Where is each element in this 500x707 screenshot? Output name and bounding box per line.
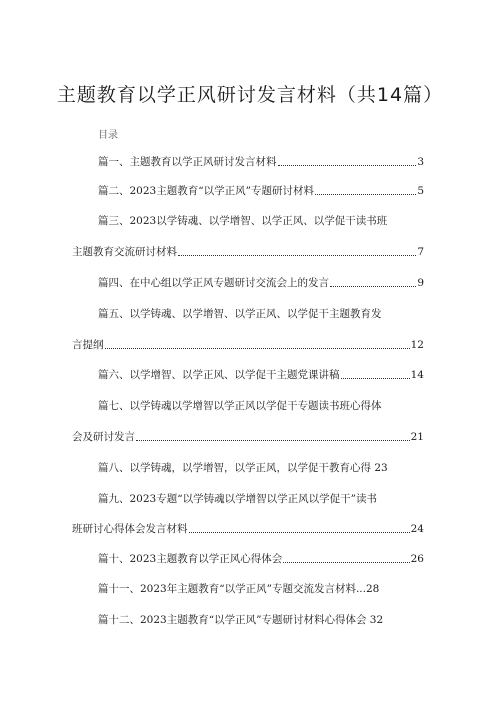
toc-page-number: 14 (410, 369, 424, 381)
toc-entry-text[interactable]: 班研讨心得体会发言材料 (72, 523, 188, 535)
toc-page-number: 5 (417, 185, 424, 197)
toc-page-number: 3 (417, 156, 424, 168)
toc-entry-line (98, 613, 383, 627)
toc-entry-text[interactable]: 篇四、在中心组以学正风专题研讨交流会上的发言 (98, 277, 329, 289)
toc-entry-line (98, 368, 424, 382)
toc-leader-dots (315, 193, 416, 195)
toc-page-number: 12 (410, 339, 424, 351)
toc-leader-dots (283, 561, 409, 563)
toc-leader-dots (136, 439, 410, 441)
toc-entry-line (98, 307, 382, 321)
toc-entry-line (98, 492, 377, 506)
toc-entry-text[interactable]: 主题教育交流研讨材料 (72, 246, 177, 258)
toc-heading: 目录 (98, 130, 118, 141)
toc-leader-dots (189, 531, 410, 533)
toc-entry-text[interactable]: 会及研讨发言 (72, 431, 135, 443)
toc-entry-line (98, 155, 424, 169)
toc-entry-text[interactable]: 篇三、2023以学铸魂、以学增智、以学正风、以学促干读书班 (98, 215, 388, 227)
toc-entry-text[interactable]: 言提纲 (72, 339, 104, 351)
toc-page-number: 7 (417, 246, 424, 258)
toc-entry-line (98, 214, 387, 228)
toc-entry-line (72, 522, 424, 536)
toc-entry-text[interactable]: 篇七、以学铸魂以学增智以学正风以学促干专题读书班心得体 (98, 400, 382, 412)
toc-entry-line (98, 582, 379, 596)
toc-entry-line (98, 552, 424, 566)
toc-entry-line (98, 461, 388, 475)
toc-entry-text[interactable]: 篇十二、2023主题教育“以学正风”专题研讨材料心得体会 32 (98, 614, 384, 626)
toc-entry-text[interactable]: 篇九、2023专题“以学铸魂以学增智以学正风以学促干”读书 (98, 493, 377, 505)
toc-entry-line (98, 399, 382, 413)
toc-leader-dots (278, 164, 417, 166)
toc-entry-text[interactable]: 篇十、2023主题教育以学正风心得体会 (98, 553, 283, 565)
toc-leader-dots (341, 377, 410, 379)
toc-entry-text[interactable]: 篇一、主题教育以学正风研讨发言材料 (98, 156, 277, 168)
toc-leader-dots (105, 347, 410, 349)
toc-entry-text[interactable]: 篇六、以学增智、以学正风、以学促干主题党课讲稿 (98, 369, 340, 381)
toc-entry-line (72, 430, 424, 444)
toc-page-number: 24 (410, 523, 424, 535)
toc-entry-line (72, 338, 424, 352)
toc-entry-text[interactable]: 篇二、2023主题教育“以学正风”专题研讨材料 (98, 185, 314, 197)
toc-leader-dots (178, 254, 416, 256)
toc-page-number: 9 (417, 277, 424, 289)
toc-entry-text[interactable]: 篇五、以学铸魂、以学增智、以学正风、以学促干主题教育发 (98, 308, 382, 320)
toc-entry-line (98, 184, 424, 198)
document-title: 主题教育以学正风研讨发言材料（共14篇） (56, 84, 444, 106)
toc-page-number: 21 (410, 431, 424, 443)
toc-entry-text[interactable]: 篇十一、2023年主题教育“以学正风”专题交流发言材料...28 (98, 583, 380, 595)
toc-entry-text[interactable]: 篇八、以学铸魂，以学增智，以学正风，以学促干教育心得 23 (98, 462, 388, 474)
toc-entry-line (98, 276, 424, 290)
toc-leader-dots (330, 285, 416, 287)
toc-entry-line (72, 245, 424, 259)
toc-page-number: 26 (410, 553, 424, 565)
